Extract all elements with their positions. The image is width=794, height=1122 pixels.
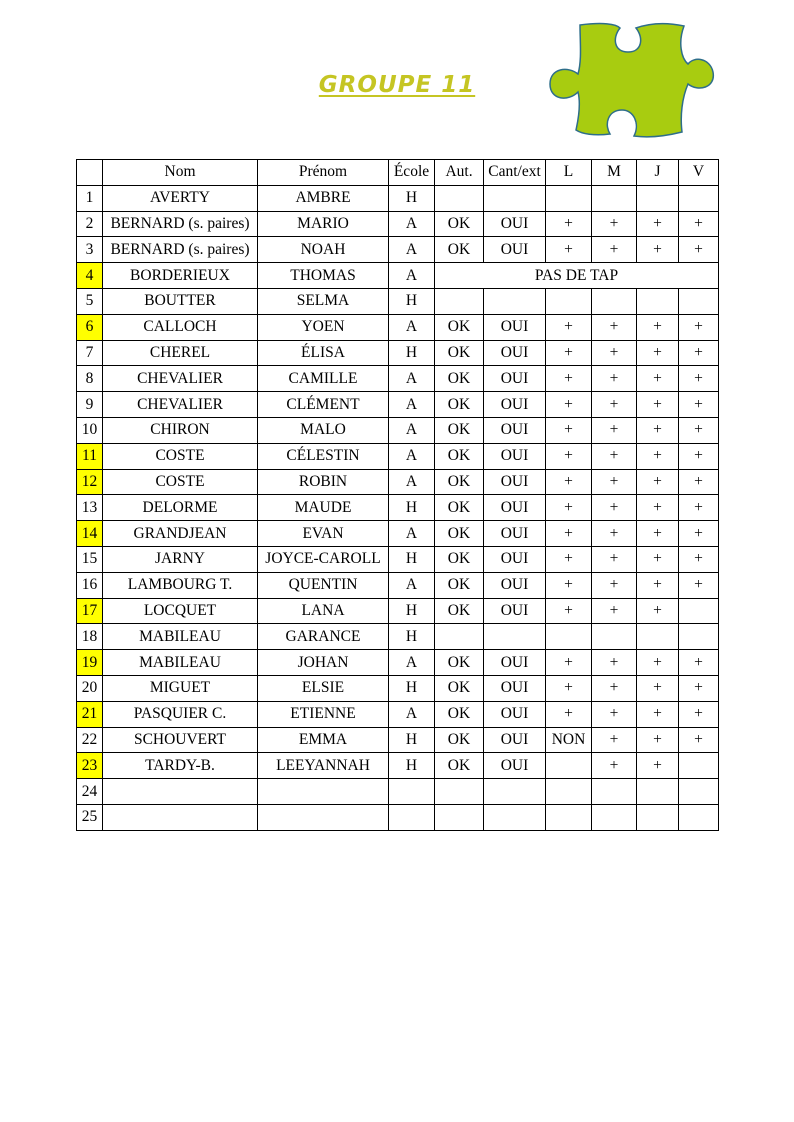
cell-cant-ext: OUI xyxy=(484,572,546,598)
table-header-row xyxy=(77,160,719,186)
cell-jeudi: + xyxy=(637,727,679,753)
cell-prenom: ELSIE xyxy=(258,675,389,701)
cell-vendredi: + xyxy=(679,417,719,443)
cell-nom: LOCQUET xyxy=(103,598,258,624)
row-number: 24 xyxy=(77,779,103,805)
cell-prenom: JOYCE-CAROLL xyxy=(258,546,389,572)
cell-vendredi: + xyxy=(679,211,719,237)
cell-ecole: A xyxy=(389,314,435,340)
cell-ecole: A xyxy=(389,211,435,237)
cell-prenom: MARIO xyxy=(258,211,389,237)
cell-cant-ext: OUI xyxy=(484,701,546,727)
cell-vendredi xyxy=(679,185,719,211)
row-number: 9 xyxy=(77,392,103,418)
table-row xyxy=(77,650,719,676)
cell-aut: OK xyxy=(435,521,484,547)
cell-jeudi xyxy=(637,804,679,830)
cell-prenom: QUENTIN xyxy=(258,572,389,598)
cell-prenom: MAUDE xyxy=(258,495,389,521)
cell-cant-ext: OUI xyxy=(484,417,546,443)
cell-mardi xyxy=(592,779,637,805)
row-number: 21 xyxy=(77,701,103,727)
cell-lundi: + xyxy=(546,495,592,521)
table-row xyxy=(77,366,719,392)
row-number: 18 xyxy=(77,624,103,650)
cell-cant-ext: OUI xyxy=(484,340,546,366)
cell-aut: OK xyxy=(435,650,484,676)
cell-lundi: + xyxy=(546,366,592,392)
table-row xyxy=(77,237,719,263)
cell-ecole: A xyxy=(389,469,435,495)
cell-mardi: + xyxy=(592,314,637,340)
row-number: 2 xyxy=(77,211,103,237)
cell-prenom: JOHAN xyxy=(258,650,389,676)
cell-vendredi: + xyxy=(679,392,719,418)
cell-prenom: EMMA xyxy=(258,727,389,753)
cell-mardi: + xyxy=(592,650,637,676)
cell-vendredi: + xyxy=(679,366,719,392)
cell-lundi: + xyxy=(546,443,592,469)
cell-nom: COSTE xyxy=(103,443,258,469)
cell-jeudi: + xyxy=(637,392,679,418)
row-number: 17 xyxy=(77,598,103,624)
header-jeudi: J xyxy=(637,160,679,186)
table-row xyxy=(77,263,719,289)
puzzle-piece-icon xyxy=(548,20,716,138)
cell-mardi: + xyxy=(592,366,637,392)
row-number: 15 xyxy=(77,546,103,572)
row-number: 23 xyxy=(77,753,103,779)
table-row xyxy=(77,727,719,753)
cell-ecole: H xyxy=(389,185,435,211)
cell-mardi: + xyxy=(592,546,637,572)
cell-mardi: + xyxy=(592,675,637,701)
cell-mardi: + xyxy=(592,443,637,469)
cell-cant-ext xyxy=(484,288,546,314)
cell-aut: OK xyxy=(435,572,484,598)
cell-aut: OK xyxy=(435,469,484,495)
cell-aut: OK xyxy=(435,392,484,418)
cell-cant-ext: OUI xyxy=(484,443,546,469)
cell-cant-ext: OUI xyxy=(484,753,546,779)
cell-prenom: ETIENNE xyxy=(258,701,389,727)
cell-jeudi: + xyxy=(637,495,679,521)
cell-nom: BERNARD (s. paires) xyxy=(103,211,258,237)
cell-jeudi: + xyxy=(637,340,679,366)
cell-lundi: + xyxy=(546,650,592,676)
cell-jeudi: + xyxy=(637,417,679,443)
cell-nom: BERNARD (s. paires) xyxy=(103,237,258,263)
row-number: 12 xyxy=(77,469,103,495)
cell-ecole: H xyxy=(389,753,435,779)
cell-jeudi: + xyxy=(637,650,679,676)
cell-aut: OK xyxy=(435,211,484,237)
cell-lundi: + xyxy=(546,598,592,624)
cell-prenom xyxy=(258,779,389,805)
cell-mardi: + xyxy=(592,572,637,598)
cell-vendredi xyxy=(679,804,719,830)
header-ecole: École xyxy=(389,160,435,186)
cell-lundi: + xyxy=(546,417,592,443)
cell-lundi xyxy=(546,288,592,314)
cell-lundi: + xyxy=(546,340,592,366)
cell-ecole: A xyxy=(389,392,435,418)
cell-mardi xyxy=(592,624,637,650)
cell-prenom: CAMILLE xyxy=(258,366,389,392)
cell-lundi xyxy=(546,804,592,830)
cell-nom: BOUTTER xyxy=(103,288,258,314)
table-row xyxy=(77,779,719,805)
cell-cant-ext: OUI xyxy=(484,495,546,521)
cell-nom: LAMBOURG T. xyxy=(103,572,258,598)
header-prenom: Prénom xyxy=(258,160,389,186)
cell-lundi: + xyxy=(546,237,592,263)
cell-lundi: + xyxy=(546,521,592,547)
cell-vendredi: + xyxy=(679,650,719,676)
cell-cant-ext xyxy=(484,779,546,805)
cell-nom: PASQUIER C. xyxy=(103,701,258,727)
table-row xyxy=(77,469,719,495)
roster-table xyxy=(76,159,719,831)
cell-nom: BORDERIEUX xyxy=(103,263,258,289)
row-number: 14 xyxy=(77,521,103,547)
cell-jeudi: + xyxy=(637,598,679,624)
header-num xyxy=(77,160,103,186)
header-vendredi: V xyxy=(679,160,719,186)
cell-vendredi: + xyxy=(679,675,719,701)
cell-lundi: + xyxy=(546,314,592,340)
cell-vendredi xyxy=(679,598,719,624)
cell-vendredi: + xyxy=(679,340,719,366)
cell-cant-ext: OUI xyxy=(484,675,546,701)
cell-aut: OK xyxy=(435,366,484,392)
cell-vendredi: + xyxy=(679,469,719,495)
cell-prenom: CLÉMENT xyxy=(258,392,389,418)
row-number: 19 xyxy=(77,650,103,676)
cell-cant-ext: OUI xyxy=(484,314,546,340)
cell-vendredi: + xyxy=(679,546,719,572)
cell-nom xyxy=(103,779,258,805)
table-row xyxy=(77,624,719,650)
cell-ecole: H xyxy=(389,495,435,521)
cell-prenom: THOMAS xyxy=(258,263,389,289)
cell-cant-ext xyxy=(484,185,546,211)
table-row xyxy=(77,546,719,572)
cell-jeudi: + xyxy=(637,211,679,237)
table-row xyxy=(77,211,719,237)
cell-lundi: + xyxy=(546,469,592,495)
cell-cant-ext: OUI xyxy=(484,650,546,676)
cell-nom: CHEVALIER xyxy=(103,366,258,392)
cell-aut xyxy=(435,185,484,211)
cell-aut: OK xyxy=(435,314,484,340)
cell-ecole: H xyxy=(389,546,435,572)
cell-ecole xyxy=(389,804,435,830)
cell-vendredi: + xyxy=(679,727,719,753)
cell-prenom: ÉLISA xyxy=(258,340,389,366)
cell-mardi: + xyxy=(592,495,637,521)
row-number: 13 xyxy=(77,495,103,521)
cell-lundi: + xyxy=(546,572,592,598)
cell-jeudi: + xyxy=(637,237,679,263)
cell-nom xyxy=(103,804,258,830)
cell-mardi xyxy=(592,288,637,314)
row-number: 25 xyxy=(77,804,103,830)
cell-aut xyxy=(435,288,484,314)
row-number: 3 xyxy=(77,237,103,263)
table-row xyxy=(77,288,719,314)
cell-jeudi: + xyxy=(637,675,679,701)
cell-lundi: + xyxy=(546,546,592,572)
cell-aut: OK xyxy=(435,495,484,521)
cell-nom: CHIRON xyxy=(103,417,258,443)
cell-aut xyxy=(435,804,484,830)
cell-cant-ext: OUI xyxy=(484,727,546,753)
table-row xyxy=(77,443,719,469)
cell-ecole: H xyxy=(389,598,435,624)
cell-cant-ext xyxy=(484,624,546,650)
cell-vendredi xyxy=(679,753,719,779)
cell-ecole: A xyxy=(389,417,435,443)
cell-prenom: YOEN xyxy=(258,314,389,340)
cell-lundi: + xyxy=(546,392,592,418)
header-aut: Aut. xyxy=(435,160,484,186)
cell-aut: OK xyxy=(435,753,484,779)
cell-vendredi: + xyxy=(679,572,719,598)
cell-aut: OK xyxy=(435,340,484,366)
cell-prenom: AMBRE xyxy=(258,185,389,211)
cell-aut: OK xyxy=(435,546,484,572)
cell-vendredi xyxy=(679,624,719,650)
cell-vendredi: + xyxy=(679,521,719,547)
table-row xyxy=(77,392,719,418)
cell-ecole: A xyxy=(389,443,435,469)
cell-aut: OK xyxy=(435,598,484,624)
cell-cant-ext: OUI xyxy=(484,598,546,624)
cell-jeudi: + xyxy=(637,469,679,495)
cell-mardi: + xyxy=(592,727,637,753)
cell-lundi: + xyxy=(546,701,592,727)
cell-mardi: + xyxy=(592,417,637,443)
cell-prenom: SELMA xyxy=(258,288,389,314)
table-row xyxy=(77,572,719,598)
cell-prenom: EVAN xyxy=(258,521,389,547)
cell-nom: JARNY xyxy=(103,546,258,572)
cell-prenom: GARANCE xyxy=(258,624,389,650)
cell-ecole: A xyxy=(389,263,435,289)
cell-cant-ext: OUI xyxy=(484,237,546,263)
cell-jeudi: + xyxy=(637,753,679,779)
cell-vendredi: + xyxy=(679,495,719,521)
row-number: 16 xyxy=(77,572,103,598)
header-lundi: L xyxy=(546,160,592,186)
cell-mardi xyxy=(592,804,637,830)
cell-nom: GRANDJEAN xyxy=(103,521,258,547)
cell-nom: COSTE xyxy=(103,469,258,495)
cell-mardi: + xyxy=(592,237,637,263)
cell-nom: DELORME xyxy=(103,495,258,521)
cell-cant-ext: OUI xyxy=(484,469,546,495)
cell-lundi xyxy=(546,753,592,779)
cell-merged-note: PAS DE TAP xyxy=(435,263,719,289)
cell-mardi: + xyxy=(592,211,637,237)
row-number: 6 xyxy=(77,314,103,340)
cell-ecole: H xyxy=(389,624,435,650)
cell-jeudi xyxy=(637,779,679,805)
cell-aut: OK xyxy=(435,417,484,443)
cell-prenom: NOAH xyxy=(258,237,389,263)
cell-mardi: + xyxy=(592,598,637,624)
cell-ecole: H xyxy=(389,675,435,701)
cell-mardi: + xyxy=(592,753,637,779)
cell-mardi: + xyxy=(592,392,637,418)
table-row xyxy=(77,753,719,779)
cell-aut: OK xyxy=(435,443,484,469)
table-row xyxy=(77,598,719,624)
cell-lundi: + xyxy=(546,675,592,701)
cell-ecole: A xyxy=(389,521,435,547)
table-row xyxy=(77,521,719,547)
cell-lundi xyxy=(546,779,592,805)
cell-nom: CHEVALIER xyxy=(103,392,258,418)
cell-ecole: A xyxy=(389,701,435,727)
cell-vendredi: + xyxy=(679,314,719,340)
cell-lundi: NON xyxy=(546,727,592,753)
cell-aut: OK xyxy=(435,675,484,701)
cell-ecole xyxy=(389,779,435,805)
cell-mardi: + xyxy=(592,469,637,495)
cell-jeudi: + xyxy=(637,314,679,340)
cell-aut xyxy=(435,624,484,650)
cell-nom: CHEREL xyxy=(103,340,258,366)
cell-prenom: CÉLESTIN xyxy=(258,443,389,469)
cell-cant-ext: OUI xyxy=(484,521,546,547)
cell-aut: OK xyxy=(435,237,484,263)
table-row xyxy=(77,804,719,830)
table-row xyxy=(77,675,719,701)
cell-ecole: A xyxy=(389,237,435,263)
cell-vendredi xyxy=(679,288,719,314)
cell-jeudi xyxy=(637,185,679,211)
cell-vendredi: + xyxy=(679,701,719,727)
cell-prenom: ROBIN xyxy=(258,469,389,495)
cell-cant-ext: OUI xyxy=(484,392,546,418)
cell-cant-ext xyxy=(484,804,546,830)
table-row xyxy=(77,340,719,366)
cell-prenom: LANA xyxy=(258,598,389,624)
cell-ecole: H xyxy=(389,727,435,753)
page-title: GROUPE 11 xyxy=(318,72,476,98)
cell-nom: MABILEAU xyxy=(103,650,258,676)
cell-lundi xyxy=(546,185,592,211)
cell-mardi: + xyxy=(592,340,637,366)
cell-nom: AVERTY xyxy=(103,185,258,211)
table-row xyxy=(77,495,719,521)
row-number: 10 xyxy=(77,417,103,443)
cell-jeudi: + xyxy=(637,546,679,572)
table-row xyxy=(77,185,719,211)
cell-jeudi: + xyxy=(637,701,679,727)
cell-nom: SCHOUVERT xyxy=(103,727,258,753)
table-row xyxy=(77,701,719,727)
cell-vendredi: + xyxy=(679,237,719,263)
table-row xyxy=(77,417,719,443)
cell-jeudi: + xyxy=(637,443,679,469)
row-number: 1 xyxy=(77,185,103,211)
header-cant-ext: Cant/ext xyxy=(484,160,546,186)
cell-nom: TARDY-B. xyxy=(103,753,258,779)
cell-vendredi xyxy=(679,779,719,805)
row-number: 11 xyxy=(77,443,103,469)
header-nom: Nom xyxy=(103,160,258,186)
cell-cant-ext: OUI xyxy=(484,546,546,572)
cell-nom: MIGUET xyxy=(103,675,258,701)
cell-mardi: + xyxy=(592,701,637,727)
cell-ecole: A xyxy=(389,650,435,676)
cell-aut: OK xyxy=(435,701,484,727)
cell-mardi: + xyxy=(592,521,637,547)
cell-jeudi: + xyxy=(637,366,679,392)
cell-cant-ext: OUI xyxy=(484,211,546,237)
header-mardi: M xyxy=(592,160,637,186)
row-number: 22 xyxy=(77,727,103,753)
cell-ecole: A xyxy=(389,366,435,392)
cell-nom: MABILEAU xyxy=(103,624,258,650)
cell-aut: OK xyxy=(435,727,484,753)
row-number: 4 xyxy=(77,263,103,289)
cell-jeudi: + xyxy=(637,572,679,598)
cell-vendredi: + xyxy=(679,443,719,469)
cell-ecole: H xyxy=(389,288,435,314)
row-number: 5 xyxy=(77,288,103,314)
cell-prenom: LEEYANNAH xyxy=(258,753,389,779)
cell-jeudi: + xyxy=(637,521,679,547)
cell-prenom: MALO xyxy=(258,417,389,443)
table-row xyxy=(77,314,719,340)
cell-prenom xyxy=(258,804,389,830)
cell-aut xyxy=(435,779,484,805)
cell-cant-ext: OUI xyxy=(484,366,546,392)
cell-nom: CALLOCH xyxy=(103,314,258,340)
cell-jeudi xyxy=(637,624,679,650)
cell-ecole: H xyxy=(389,340,435,366)
row-number: 7 xyxy=(77,340,103,366)
row-number: 20 xyxy=(77,675,103,701)
cell-lundi: + xyxy=(546,211,592,237)
cell-mardi xyxy=(592,185,637,211)
cell-lundi xyxy=(546,624,592,650)
row-number: 8 xyxy=(77,366,103,392)
cell-jeudi xyxy=(637,288,679,314)
cell-ecole: A xyxy=(389,572,435,598)
